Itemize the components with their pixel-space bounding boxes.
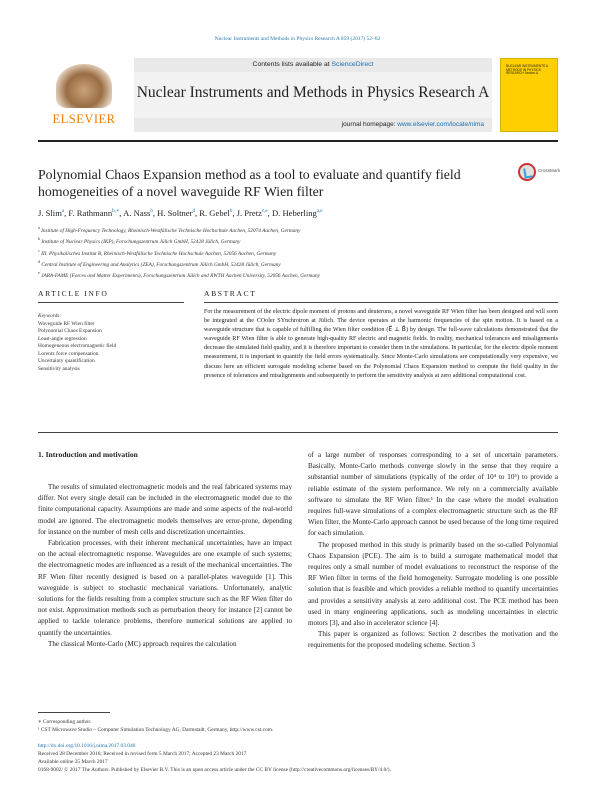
affiliation: $^d$ Central Institute of Engineering and Analytics (ZEA), Forschungszentrum Jülich GmbH, 52428 Jülich, Germany [38, 259, 281, 268]
abstract-end-rule [38, 432, 558, 433]
affiliation: $^b$ Institute of Nuclear Physics (IKP), Forschungszentrum Jülich GmbH, 52428 Jülich, Germany [38, 236, 241, 246]
article-metadata [38, 742, 558, 774]
affiliation: $^c$ III. Physikalisches Institut B, Rheinisch-Westfälische Technische Hochschule Aachen, 52056 Aachen, Germany [38, 247, 277, 257]
affiliation: $^a$ Institute of High-Frequency Technology, Rheinisch-Westfälische Technische Hochschule Aachen, 52074 Aachen, Germany [38, 225, 301, 234]
keyword: Waveguide RF Wien filter [38, 320, 95, 327]
abstract-text: For the measurement of the electric dipole moment of protons and deuterons, a novel waveguide RF Wien filter has been designed and will soon be integrated at the COoler SYnchrotron at Jülich. The device operates at the harmonic frequencies of the spin motion. It is based on a waveguide structure that is capable of fulfilling the Wien filter condition (E⃗ ⊥ B⃗) by design. The full-wave calculations demonstrated that the waveguide RF Wien filter is able to generate high-quality RF electric and magnetic fields. In reality, mechanical tolerances and misalignments decrease the simulated field quality, and it is therefore important to consider them in the simulations. In particular, for the electric dipole moment measurement, it is important to quantify the field errors systematically. Since Monte-Carlo simulations are computationally very expensive, we discuss here an efficient surrogate modeling scheme based on the Polynomial Chaos Expansion method to compute the field quality in the presence of tolerances and misalignments and subsequently to perform the sensitivity analysis at zero additional computational cost. [204, 309, 558, 379]
doi-link[interactable]: http://dx.doi.org/10.1016/j.nima.2017.03.040 [38, 743, 136, 749]
affiliations [38, 224, 558, 281]
keyword: Uncertainty quantification [38, 358, 95, 364]
homepage-link[interactable]: www.elsevier.com/locate/nima [397, 121, 484, 128]
contents-bar [134, 58, 492, 72]
author-list: J. Slim$^a$, F. Rathmann$^{b,∗}$, A. Nass$^b$, H. Soltner$^d$, R. Gebel$^b$, J. Pretz$^{c,e}$, D. Heberling$^{a,e}$ [38, 208, 323, 218]
paragraph: The proposed method in this study is primarily based on the so-called Polynomial Chaos Expansion (PCE). The aim is to build a surrogate mathematical model that requires only a small number of model evaluations to reconstruct the response of the RF Wien filter in terms of the field homogeneity. Surrogate modeling is one possible solution that is feasible and which provides a reliable method to quantify uncertainties and provides a sensitivity analysis at zero additional cost. The PCE method has been used in many engineering applications, such as modeling uncertainties in electric motors [3], and also in accelerator science [4]. [308, 540, 558, 628]
publisher-name: ELSEVIER [52, 112, 116, 126]
running-head[interactable]: Nuclear Instruments and Methods in Physics Research A 859 (2017) 52–62 [214, 36, 381, 42]
footnote-rule [38, 712, 110, 713]
footnotes [38, 718, 558, 734]
journal-cover-image[interactable] [500, 58, 558, 132]
keyword: Homogeneous electromagnetic field [38, 343, 117, 349]
section-heading: 1. Introduction and motivation [38, 450, 138, 459]
keyword: Polynomial Chaos Expansion [38, 328, 102, 334]
contents-prefix: Contents lists available at [252, 61, 332, 68]
author[interactable]: J. Pretz$^{c,e}$ [236, 208, 268, 218]
author[interactable]: F. Rathmann$^{b,∗}$ [68, 208, 120, 218]
abstract-rule [204, 302, 558, 303]
paragraph: The classical Monte-Carlo (MC) approach requires the calculation [48, 639, 237, 648]
keywords-block [38, 313, 184, 373]
author[interactable]: A. Nass$^b$ [123, 208, 153, 218]
keyword: Lorentz force compensation [38, 350, 99, 357]
paragraph: Fabrication processes, with their inherent mechanical uncertainties, have an impact on the actual electromagnetic response. Waveguides are one example of such systems; the electromagnetic modes are influenced as a result of the mechanical uncertainties. The RF Wien filter recently designed is based on a parallel-plates waveguide [1]. This waveguide is subject to stochastic mechanical variations. Unfortunately, analytic solutions for the fields resulting from a complex structure such as the RF Wien filter do not exist. Approximation methods such as perturbation theory for instance [2] cannot be applied to tackle tolerance problems, therefore numerical solutions are applied to quantify the uncertainties. [38, 539, 292, 637]
header-divider [38, 140, 558, 142]
keywords-label: Keywords: [38, 313, 62, 319]
paragraph: of a large number of responses corresponding to a set of uncertain parameters. Basically, Monte-Carlo methods converge slowly in the sense that they require a substantial number of simulations (typically of the order of 10⁴ to 10⁵) to provide a reliable estimate of the system performance. We rely on a commercially available software to simulate the RF Wien filter.¹ In the case where the model evaluation requires full-wave simulations of a complex electromagnetic structure such as the RF Wien filter, the Monte-Carlo approach cannot be used because of the long time required for each simulation. [308, 451, 558, 538]
paragraph: This paper is organized as follows: Section 2 describes the motivation and the requirements for the proposed modeling scheme. Section 3 [308, 630, 558, 650]
keyword: Least-angle regression [38, 335, 87, 342]
footnote[interactable]: ¹ CST Microwave Studio – Computer Simulation Technology AG, Darmstadt, Germany, http://www.cst.com. [38, 727, 274, 733]
crossmark-icon [518, 163, 536, 181]
history-dates: Received 28 December 2016; Received in revised form 5 March 2017; Accepted 23 March 2017 [38, 751, 247, 757]
article-title: Polynomial Chaos Expansion method as a tool to evaluate and quantify field homogeneities of a novel waveguide RF Wien filter [38, 167, 461, 199]
body-column-right [308, 450, 558, 652]
abstract-heading: ABSTRACT [204, 289, 257, 298]
journal-title-box [134, 72, 492, 118]
author[interactable]: H. Soltner$^d$ [157, 208, 195, 218]
elsevier-tree-icon [56, 64, 112, 108]
crossmark-label: CrossMark [538, 168, 561, 173]
homepage-label: journal homepage: [341, 121, 398, 128]
author[interactable]: J. Slim$^a$ [38, 208, 65, 218]
journal-masthead [38, 58, 558, 134]
author[interactable]: D. Heberling$^{a,e}$ [271, 208, 323, 218]
elsevier-logo[interactable] [38, 58, 130, 128]
footnote: ∗ Corresponding author. [38, 719, 92, 725]
crossmark-badge[interactable] [518, 163, 562, 185]
online-date: Available online 25 March 2017 [38, 759, 108, 765]
article-info-rule [38, 302, 184, 303]
affiliation: $^e$ JARA-FAME (Forces and Matter Experiments), Forschungszentrum Jülich and RWTH Aachen University, 52056 Aachen, Germany [38, 270, 321, 280]
author[interactable]: R. Gebel$^b$ [199, 208, 233, 218]
license-line[interactable]: 0168-9002/ © 2017 The Authors. Published by Elsevier B.V. This is an open access article under the CC BY license (http://creativecommons.org/licenses/BY/4.0/). [38, 767, 391, 773]
homepage-bar [134, 118, 492, 132]
keyword: Sensitivity analysis [38, 365, 80, 372]
sciencedirect-link[interactable]: ScienceDirect [331, 61, 374, 68]
cover-text: NUCLEAR INSTRUMENTS & METHODS IN PHYSICS RESEARCH Section A [506, 64, 549, 76]
paragraph: The results of simulated electromagnetic models and the real fabricated systems may differ. Not every single detail can be included in the electromagnetic model due to the finite computational capacity. Assumptions are made and some aspects of the real-world model are ignored. The electromagnetic models themselves are error-prone, depending for instance on the number of mesh cells and discretization uncertainties. [38, 483, 292, 536]
journal-title: Nuclear Instruments and Methods in Physics Research A [136, 84, 490, 101]
body-column-left [38, 482, 292, 650]
article-info-heading: ARTICLE INFO [38, 289, 109, 298]
